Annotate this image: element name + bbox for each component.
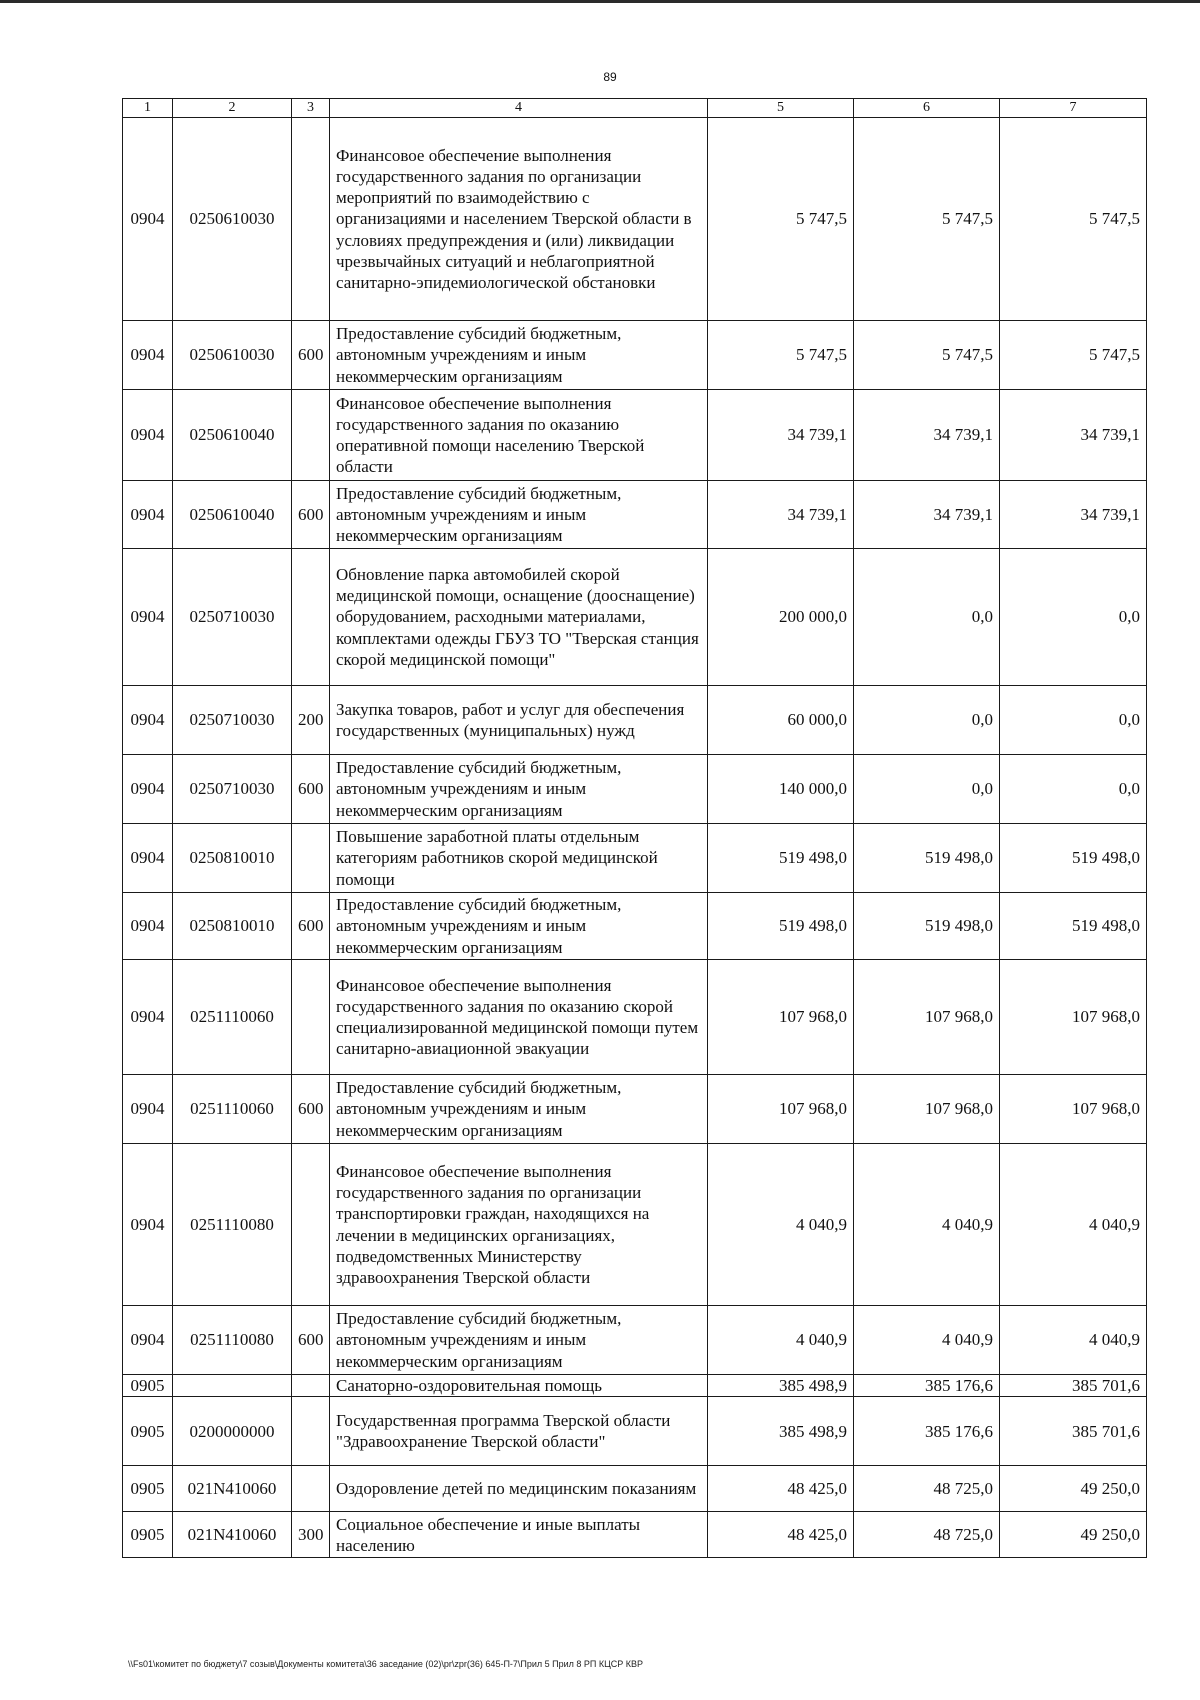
- expense-type-code: [292, 1144, 330, 1306]
- item-name: Финансовое обеспечение выполнения государственного задания по организации транспортировки граждан, находящихся на лечении в медицинских организациях, подведомственных Министерству здравоохранения Тверской области: [330, 1144, 708, 1306]
- amount-col-7: 107 968,0: [1000, 1075, 1147, 1144]
- section-code: 0904: [123, 549, 173, 686]
- amount-col-6: 34 739,1: [854, 481, 1000, 549]
- amount-col-7: 4 040,9: [1000, 1306, 1147, 1375]
- table-row: [123, 755, 1147, 824]
- table-row: [123, 1397, 1147, 1466]
- expense-type-code: 600: [292, 321, 330, 390]
- table-row: [123, 549, 1147, 686]
- target-article-code: 0250810010: [173, 824, 292, 893]
- expense-type-code: [292, 118, 330, 321]
- amount-col-7: 0,0: [1000, 755, 1147, 824]
- page-number: 89: [603, 70, 617, 84]
- table-row: [123, 1466, 1147, 1512]
- table-row: [123, 1375, 1147, 1397]
- table-row: [123, 118, 1147, 321]
- section-code: 0904: [123, 893, 173, 960]
- amount-col-5: 140 000,0: [708, 755, 854, 824]
- item-name: Предоставление субсидий бюджетным, автономным учреждениям и иным некоммерческим организациям: [330, 481, 708, 549]
- target-article-code: 021N410060: [173, 1512, 292, 1558]
- item-name: Предоставление субсидий бюджетным, автономным учреждениям и иным некоммерческим организациям: [330, 1075, 708, 1144]
- amount-col-5: 385 498,9: [708, 1397, 854, 1466]
- amount-col-7: 519 498,0: [1000, 893, 1147, 960]
- table-row: [123, 1075, 1147, 1144]
- table-row: [123, 321, 1147, 390]
- target-article-code: [173, 1375, 292, 1397]
- item-name: Финансовое обеспечение выполнения государственного задания по оказанию оперативной помощи населению Тверской области: [330, 390, 708, 481]
- column-header: 7: [1000, 99, 1147, 118]
- amount-col-5: 107 968,0: [708, 1075, 854, 1144]
- amount-col-6: 48 725,0: [854, 1466, 1000, 1512]
- amount-col-5: 4 040,9: [708, 1306, 854, 1375]
- amount-col-6: 519 498,0: [854, 893, 1000, 960]
- table-row: [123, 481, 1147, 549]
- amount-col-5: 60 000,0: [708, 686, 854, 755]
- item-name: Предоставление субсидий бюджетным, автономным учреждениям и иным некоммерческим организациям: [330, 321, 708, 390]
- target-article-code: 0250710030: [173, 686, 292, 755]
- amount-col-7: 5 747,5: [1000, 321, 1147, 390]
- item-name: Оздоровление детей по медицинским показаниям: [330, 1466, 708, 1512]
- item-name: Государственная программа Тверской области "Здравоохранение Тверской области": [330, 1397, 708, 1466]
- column-header: 6: [854, 99, 1000, 118]
- item-name: Повышение заработной платы отдельным категориям работников скорой медицинской помощи: [330, 824, 708, 893]
- amount-col-7: 519 498,0: [1000, 824, 1147, 893]
- footer-file-path: \\Fs01\комитет по бюджету\7 созыв\Документы комитета\36 заседание (02)\pr\zpr(36) 645-П-7\Прил 5 Прил 8 РП КЦСР КВР: [128, 1659, 644, 1669]
- amount-col-6: 4 040,9: [854, 1144, 1000, 1306]
- amount-col-6: 519 498,0: [854, 824, 1000, 893]
- amount-col-6: 107 968,0: [854, 1075, 1000, 1144]
- expense-type-code: 200: [292, 686, 330, 755]
- target-article-code: 021N410060: [173, 1466, 292, 1512]
- expense-type-code: [292, 1375, 330, 1397]
- target-article-code: 0250610030: [173, 118, 292, 321]
- expense-type-code: 600: [292, 755, 330, 824]
- item-name: Закупка товаров, работ и услуг для обеспечения государственных (муниципальных) нужд: [330, 686, 708, 755]
- table-row: [123, 1144, 1147, 1306]
- target-article-code: 0251110080: [173, 1144, 292, 1306]
- amount-col-7: 107 968,0: [1000, 960, 1147, 1075]
- amount-col-5: 519 498,0: [708, 824, 854, 893]
- amount-col-5: 385 498,9: [708, 1375, 854, 1397]
- amount-col-6: 107 968,0: [854, 960, 1000, 1075]
- column-header: 4: [330, 99, 708, 118]
- section-code: 0904: [123, 755, 173, 824]
- amount-col-7: 4 040,9: [1000, 1144, 1147, 1306]
- amount-col-7: 49 250,0: [1000, 1466, 1147, 1512]
- amount-col-7: 0,0: [1000, 686, 1147, 755]
- target-article-code: 0250610030: [173, 321, 292, 390]
- target-article-code: 0251110060: [173, 960, 292, 1075]
- section-code: 0904: [123, 824, 173, 893]
- item-name: Финансовое обеспечение выполнения государственного задания по оказанию скорой специализированной медицинской помощи путем санитарно-авиационной эвакуации: [330, 960, 708, 1075]
- target-article-code: 0250610040: [173, 481, 292, 549]
- amount-col-5: 5 747,5: [708, 118, 854, 321]
- expense-type-code: [292, 960, 330, 1075]
- column-header: 2: [173, 99, 292, 118]
- amount-col-7: 49 250,0: [1000, 1512, 1147, 1558]
- target-article-code: 0250810010: [173, 893, 292, 960]
- section-code: 0904: [123, 321, 173, 390]
- item-name: Финансовое обеспечение выполнения государственного задания по организации мероприятий по взаимодействию с организациями и населением Тверской области в условиях предупреждения и (или) ликвидации чрезвычайных ситуаций и неблагоприятной санитарно-эпидемиологической обстановки: [330, 118, 708, 321]
- item-name: Предоставление субсидий бюджетным, автономным учреждениям и иным некоммерческим организациям: [330, 755, 708, 824]
- amount-col-7: 5 747,5: [1000, 118, 1147, 321]
- expense-type-code: 300: [292, 1512, 330, 1558]
- table-row: [123, 1512, 1147, 1558]
- amount-col-7: 385 701,6: [1000, 1397, 1147, 1466]
- section-code: 0905: [123, 1375, 173, 1397]
- item-name: Предоставление субсидий бюджетным, автономным учреждениям и иным некоммерческим организациям: [330, 1306, 708, 1375]
- amount-col-5: 34 739,1: [708, 481, 854, 549]
- amount-col-7: 0,0: [1000, 549, 1147, 686]
- column-header: 1: [123, 99, 173, 118]
- amount-col-6: 385 176,6: [854, 1397, 1000, 1466]
- amount-col-5: 48 425,0: [708, 1512, 854, 1558]
- amount-col-6: 48 725,0: [854, 1512, 1000, 1558]
- item-name: Обновление парка автомобилей скорой медицинской помощи, оснащение (дооснащение) оборудованием, расходными материалами, комплектами одежды ГБУЗ ТО "Тверская станция скорой медицинской помощи": [330, 549, 708, 686]
- amount-col-6: 5 747,5: [854, 321, 1000, 390]
- target-article-code: 0251110060: [173, 1075, 292, 1144]
- target-article-code: 0251110080: [173, 1306, 292, 1375]
- amount-col-6: 385 176,6: [854, 1375, 1000, 1397]
- table-row: [123, 390, 1147, 481]
- amount-col-5: 34 739,1: [708, 390, 854, 481]
- section-code: 0904: [123, 1306, 173, 1375]
- item-name: Санаторно-оздоровительная помощь: [330, 1375, 708, 1397]
- amount-col-6: 4 040,9: [854, 1306, 1000, 1375]
- amount-col-6: 5 747,5: [854, 118, 1000, 321]
- header-row: [123, 99, 1147, 118]
- section-code: 0904: [123, 1075, 173, 1144]
- column-header: 3: [292, 99, 330, 118]
- amount-col-6: 34 739,1: [854, 390, 1000, 481]
- expense-type-code: [292, 1397, 330, 1466]
- section-code: 0904: [123, 960, 173, 1075]
- amount-col-5: 5 747,5: [708, 321, 854, 390]
- item-name: Социальное обеспечение и иные выплаты населению: [330, 1512, 708, 1558]
- top-scan-border: [0, 0, 1200, 3]
- section-code: 0904: [123, 481, 173, 549]
- section-code: 0905: [123, 1466, 173, 1512]
- amount-col-7: 385 701,6: [1000, 1375, 1147, 1397]
- table-row: [123, 686, 1147, 755]
- section-code: 0905: [123, 1512, 173, 1558]
- item-name: Предоставление субсидий бюджетным, автономным учреждениям и иным некоммерческим организациям: [330, 893, 708, 960]
- target-article-code: 0250610040: [173, 390, 292, 481]
- expense-type-code: [292, 824, 330, 893]
- section-code: 0904: [123, 1144, 173, 1306]
- section-code: 0904: [123, 118, 173, 321]
- expense-type-code: 600: [292, 1075, 330, 1144]
- table-row: [123, 824, 1147, 893]
- table-row: [123, 893, 1147, 960]
- expense-type-code: 600: [292, 1306, 330, 1375]
- amount-col-5: 107 968,0: [708, 960, 854, 1075]
- table-row: [123, 960, 1147, 1075]
- amount-col-5: 4 040,9: [708, 1144, 854, 1306]
- section-code: 0905: [123, 1397, 173, 1466]
- section-code: 0904: [123, 686, 173, 755]
- amount-col-6: 0,0: [854, 549, 1000, 686]
- target-article-code: 0200000000: [173, 1397, 292, 1466]
- column-header: 5: [708, 99, 854, 118]
- budget-table: [122, 98, 1147, 1558]
- expense-type-code: 600: [292, 481, 330, 549]
- target-article-code: 0250710030: [173, 549, 292, 686]
- amount-col-5: 48 425,0: [708, 1466, 854, 1512]
- target-article-code: 0250710030: [173, 755, 292, 824]
- amount-col-7: 34 739,1: [1000, 481, 1147, 549]
- amount-col-7: 34 739,1: [1000, 390, 1147, 481]
- expense-type-code: 600: [292, 893, 330, 960]
- table-row: [123, 1306, 1147, 1375]
- expense-type-code: [292, 390, 330, 481]
- amount-col-6: 0,0: [854, 755, 1000, 824]
- expense-type-code: [292, 549, 330, 686]
- amount-col-6: 0,0: [854, 686, 1000, 755]
- section-code: 0904: [123, 390, 173, 481]
- expense-type-code: [292, 1466, 330, 1512]
- amount-col-5: 519 498,0: [708, 893, 854, 960]
- amount-col-5: 200 000,0: [708, 549, 854, 686]
